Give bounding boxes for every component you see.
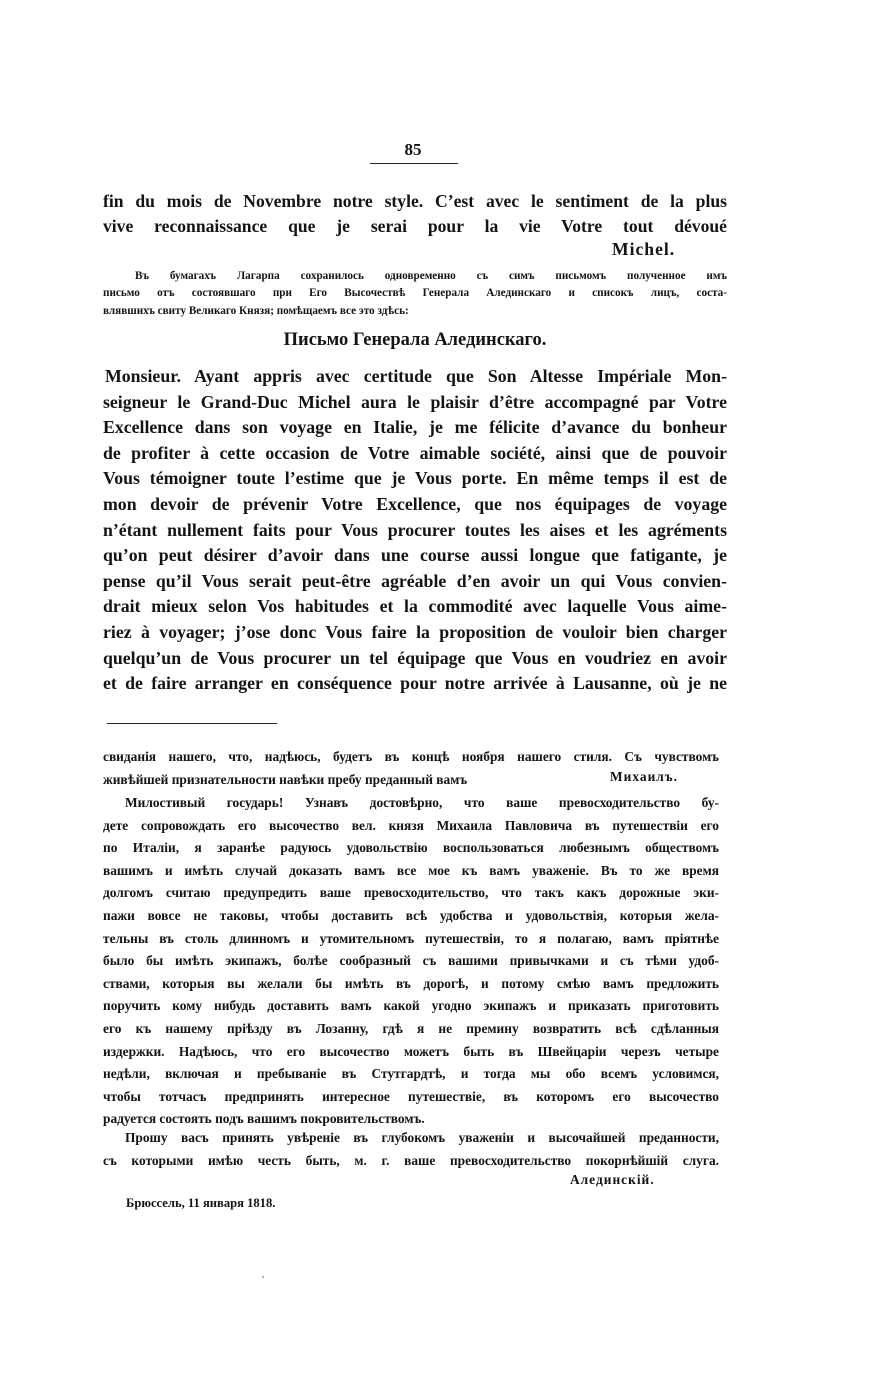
text-line: вашимъ и имѣть случай доказать вамъ все мое къ вамъ уваженіе. Въ то же время [103, 862, 719, 878]
text-line: vive reconnaissance que je serai pour la vie Votre tout dévoué [103, 216, 727, 237]
text-line: радуется состоять подъ вашимъ покровительствомъ. [103, 1111, 425, 1127]
text-line: пажи вовсе не таковы, чтобы доставить всѣ удобства и удовольствія, которыя жела- [103, 907, 719, 923]
text-line: тельны въ столь длинномъ и утомительномъ путешествіи, то я полагаю, вамъ пріятнѣе [103, 930, 719, 946]
text-line: съ которыми имѣю честь быть, м. г. ваше превосходительство покорнѣйшій слуга. [103, 1152, 719, 1168]
footnote-rule [107, 723, 277, 724]
page-number-rule [370, 163, 458, 164]
text-line: qu’on peut désirer d’avoir dans une course aussi longue que fatigante, je [103, 545, 727, 566]
text-line: ствами, которыя вы желали бы имѣть въ дорогѣ, и потому смѣю вамъ предложить [103, 975, 719, 991]
text-line: влявшихъ свиту Великаго Князя; помѣщаемъ все это здѣсь: [103, 304, 409, 317]
text-line: et de faire arranger en conséquence pour notre arrivée à Lausanne, où je ne [103, 673, 727, 694]
text-line: поручить кому нибудь доставить вамъ какой угодно экипажъ и приказать приготовить [103, 998, 719, 1014]
text-line: Милостивый государь! Узнавъ достовѣрно, что ваше превосходительство бу- [125, 795, 719, 810]
text-line: Vous témoigner toute l’estime que je Vous porte. En même temps il est de [103, 468, 727, 489]
footnote-closing [103, 1127, 719, 1172]
text-line: riez à voyager; j’ose donc Vous faire la proposition de vouloir bien charger [103, 621, 727, 642]
page-number: 85 [404, 140, 422, 159]
text-line: n’étant nullement faits pour Vous procurer toutes les aises et les agréments [103, 519, 727, 540]
text-line: по Италіи, я заранѣе радуюсь удовольствію воспользоваться любезнымъ обществомъ [103, 840, 719, 856]
text-line: свиданія нашего, что, надѣюсь, будетъ въ концѣ ноября нашего стиля. Съ чувствомъ [103, 749, 719, 764]
text-line: drait mieux selon Vos habitudes et la commodité avec laquelle Vous aime- [103, 596, 727, 617]
text-line: его къ нашему пріѣзду въ Лозанну, гдѣ я не премину возвратить всѣ сдѣланныя [103, 1020, 719, 1036]
editor-note [103, 268, 727, 320]
text-line: pense qu’il Vous serait peut-être agréable d’en avoir un qui Vous convien- [103, 570, 727, 591]
text-line: было бы имѣть экипажъ, болѣе сообразный съ вашими привычками и съ тѣми удоб- [103, 953, 719, 969]
text-line: недѣли, включая и пребываніе въ Стутгардтѣ, и тогда мы обо всемъ условимся, [103, 1066, 719, 1082]
aledinsky-letter-french [103, 364, 727, 697]
signature-michel: Michel. [612, 239, 676, 259]
text-line: de profiter à cette occasion de Votre aimable société, ainsi que de pouvoir [103, 442, 727, 463]
footnote-aledinsky-translation [103, 792, 719, 1131]
french-letter-end [103, 189, 727, 239]
text-line: Въ бумагахъ Лагарпа сохранилось одновременно съ симъ письмомъ полученное имъ [135, 270, 727, 282]
text-line: seigneur le Grand-Duc Michel aura le plaisir d’être accompagné par Votre [103, 391, 727, 412]
place-date: Брюссель, 11 января 1818. [126, 1196, 276, 1210]
text-line: дете сопровождать его высочество вел. князя Михаила Павловича въ путешествіи его [103, 817, 719, 833]
text-line: чтобы тотчасъ предпринять интересное путешествіе, въ которомъ его высочество [103, 1088, 719, 1104]
text-line: Excellence dans son voyage en Italie, je me félicite d’avance du bonheur [103, 417, 727, 438]
text-line: издержки. Надѣюсь, что его высочество можетъ быть въ Швейцаріи черезъ четыре [103, 1043, 719, 1059]
text-line: Monsieur. Ayant appris avec certitude que Son Altesse Impériale Mon- [105, 366, 727, 386]
text-line: долгомъ считаю предупредить ваше превосходительство, что такъ какъ дорожные эки- [103, 885, 719, 901]
text-line: живѣйшей признательности навѣки пребу преданный вамъ [103, 771, 468, 787]
text-line: Прошу васъ принять увѣреніе въ глубокомъ уваженіи и высочайшей преданности, [125, 1130, 719, 1145]
text-line: mon devoir de prévenir Votre Excellence, que nos équipages de voyage [103, 493, 727, 514]
text-line: fin du mois de Novembre notre style. C’est avec le sentiment de la plus [103, 191, 727, 211]
letter-heading: Письмо Генерала Алединскаго. [283, 330, 547, 350]
signature-aledinsky: Алединскій. [570, 1172, 655, 1187]
text-line: письмо отъ состоявшаго при Его Высочествѣ Генерала Алединскаго и списокъ лицъ, соста- [103, 287, 727, 300]
signature-mikhail: Михаилъ. [610, 769, 678, 784]
text-line: quelqu’un de Vous procurer un tel équipage que Vous en voudriez en avoir [103, 647, 727, 668]
scan-speck [262, 1276, 264, 1278]
